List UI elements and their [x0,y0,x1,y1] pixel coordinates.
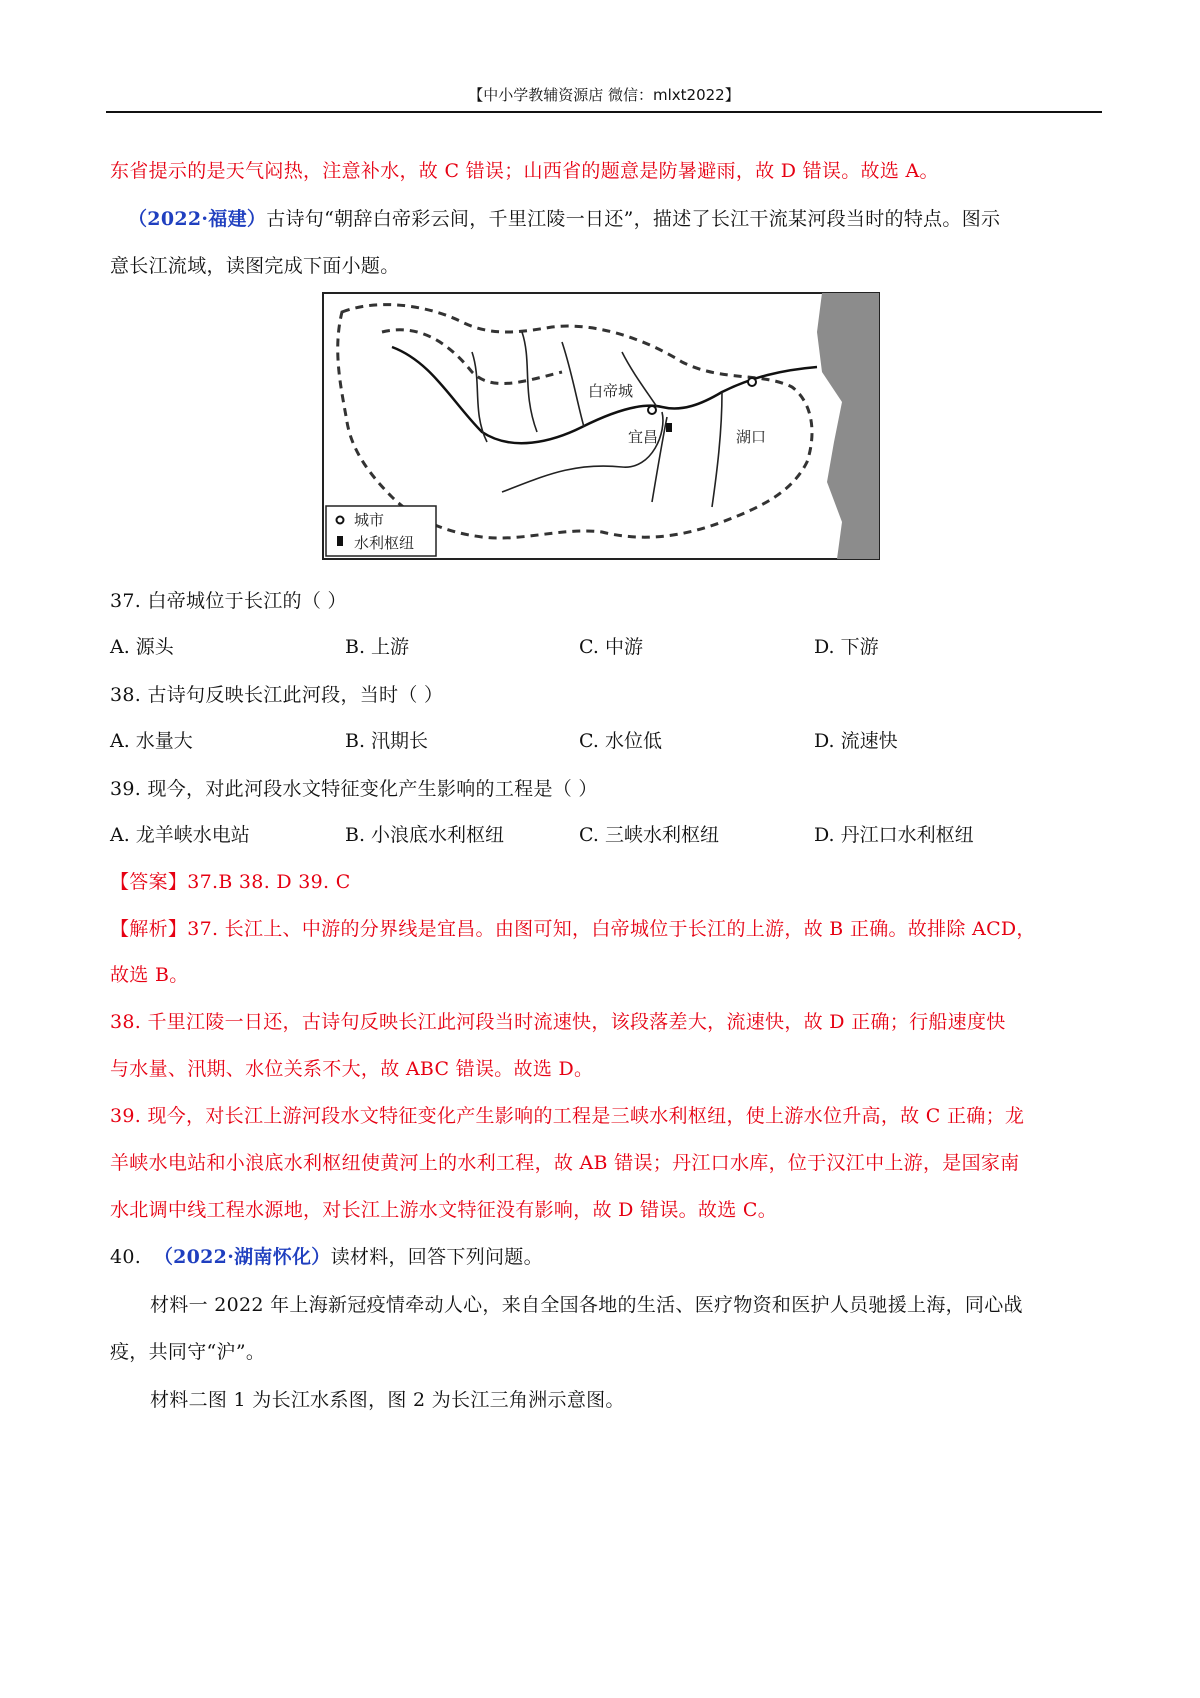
analysis-39-line2: 羊峡水电站和小浪底水利枢纽使黄河上的水利工程，故 AB 错误；丹江口水库，位于汉江中上游，是国家南 [110,1152,1020,1174]
q37-option-b: B. 上游 [345,636,410,658]
material-2: 材料二图 1 为长江水系图，图 2 为长江三角洲示意图。 [150,1389,625,1411]
hub-marker [666,423,672,432]
material-1-line1: 材料一 2022 年上海新冠疫情牵动人心，来自全国各地的生活、医疗物资和医护人员驰援上海，同心战 [150,1294,1023,1316]
analysis-39-line3: 水北调中线工程水源地，对长江上游水文特征没有影响，故 D 错误。故选 C。 [110,1199,777,1221]
q37-option-a: A. 源头 [110,636,174,658]
analysis-37-line1 [110,914,1036,941]
analysis-label: 【解析】 [110,918,188,940]
baidi-city-marker [648,406,656,414]
answer-label: 【答案】 [110,871,188,893]
question-40-heading [110,1242,543,1269]
q40-number: 40. [110,1246,142,1268]
legend-hub-label: 水利枢纽 [354,534,415,552]
legend-city-symbol [337,517,344,524]
q38-option-c: C. 水位低 [579,730,662,752]
analysis-38-line2: 与水量、汛期、水位关系不大，故 ABC 错误。故选 D。 [110,1058,594,1080]
hukou-city-marker [748,378,756,386]
q40-source: （2022·湖南怀化） [153,1246,331,1268]
question-37-stem: 37. 白帝城位于长江的（ ） [110,590,347,612]
question-intro-line1 [128,204,1000,231]
legend-city-label: 城市 [354,511,385,529]
analysis-37-line2: 故选 B。 [110,964,189,986]
label-baidi: 白帝城 [588,382,634,400]
yangtze-basin-map [322,292,880,560]
map-svg [322,292,880,560]
q37-option-c: C. 中游 [579,636,643,658]
question-38-stem: 38. 古诗句反映长江此河段，当时（ ） [110,684,444,706]
material-1-line2: 疫，共同守“沪”。 [110,1341,266,1363]
q39-option-a: A. 龙羊峡水电站 [110,824,250,846]
q38-option-b: B. 汛期长 [345,730,429,752]
question-source: （2022·福建） [128,208,267,230]
analysis-37-text1: 37. 长江上、中游的分界线是宜昌。由图可知，白帝城位于长江的上游，故 B 正确。故排除 ACD， [187,918,1036,940]
q39-option-c: C. 三峡水利枢纽 [579,824,719,846]
q39-option-b: B. 小浪底水利枢纽 [345,824,505,846]
answer-text: 37.B 38. D 39. C [187,871,351,893]
intro-text-2: 意长江流域，读图完成下面小题。 [110,255,400,277]
answer-line [110,867,351,894]
legend-hub-symbol [337,536,343,546]
q38-option-d: D. 流速快 [814,730,898,752]
previous-analysis-tail: 东省提示的是天气闷热，注意补水，故 C 错误；山西省的题意是防暑避雨，故 D 错误。故选 A。 [110,160,939,182]
q37-option-d: D. 下游 [814,636,879,658]
label-yichang: 宜昌 [628,428,659,446]
header-divider [106,111,1102,113]
q38-option-a: A. 水量大 [110,730,193,752]
analysis-38-line1: 38. 千里江陵一日还，古诗句反映长江此河段当时流速快，该段落差大，流速快，故 D 正确；行船速度快 [110,1011,1006,1033]
q39-option-d: D. 丹江口水利枢纽 [814,824,974,846]
q40-text: 读材料，回答下列问题。 [330,1246,543,1268]
label-hukou: 湖口 [736,428,767,446]
question-39-stem: 39. 现今，对此河段水文特征变化产生影响的工程是（ ） [110,778,598,800]
intro-text-1: 古诗句“朝辞白帝彩云间，千里江陵一日还”，描述了长江干流某河段当时的特点。图示 [266,208,1001,230]
page-header: 【中小学教辅资源店 微信：mlxt2022】 [468,86,740,104]
analysis-39-line1: 39. 现今，对长江上游河段水文特征变化产生影响的工程是三峡水利枢纽，使上游水位升高，故 C 正确；龙 [110,1105,1025,1127]
